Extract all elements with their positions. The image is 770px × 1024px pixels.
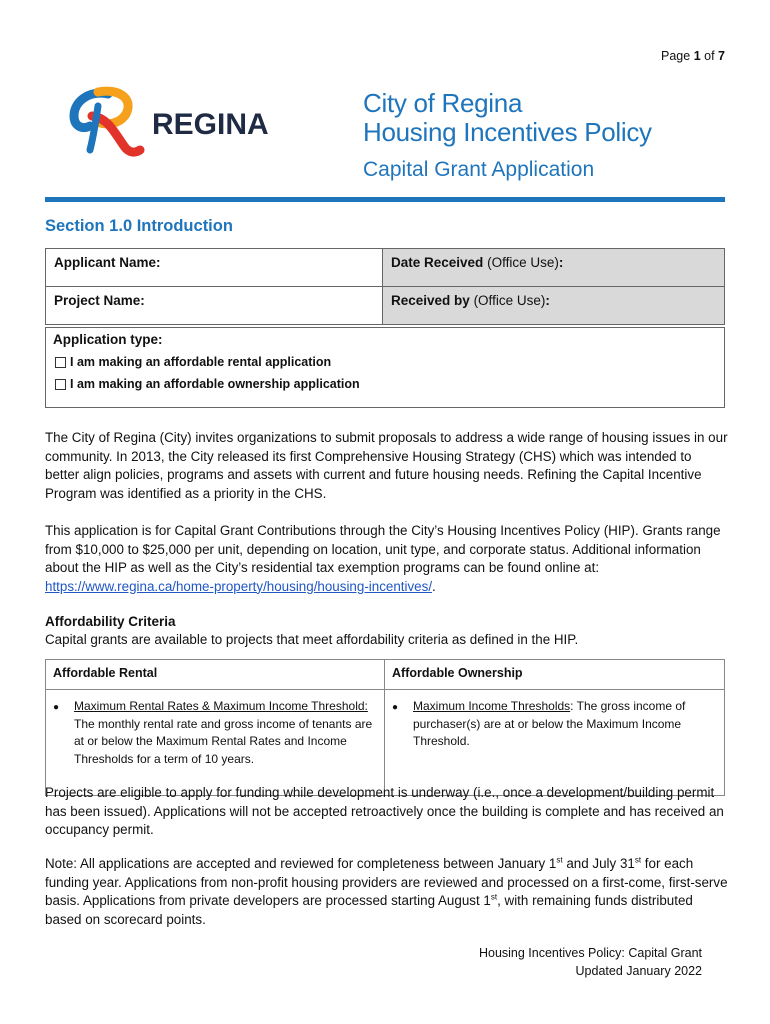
rental-term: Maximum Rental Rates & Maximum Income Threshold: <box>74 699 368 713</box>
footer-line2: Updated January 2022 <box>575 964 702 978</box>
title-line1: City of Regina <box>363 88 523 118</box>
checkbox-rental[interactable] <box>55 357 66 368</box>
option-rental-label: I am making an affordable rental application <box>70 355 332 369</box>
page-total: 7 <box>718 49 725 63</box>
sup-2: st <box>634 855 642 865</box>
footer-line1: Housing Incentives Policy: Capital Grant <box>478 946 702 960</box>
affordability-subheading: Capital grants are available to projects that meet affordability criteria as defined in the HIP. <box>45 632 579 647</box>
regina-logo-mark <box>68 86 304 158</box>
received-by-field[interactable] <box>383 287 725 325</box>
sup-1: st <box>556 855 563 865</box>
bullet-icon: ● <box>392 702 399 713</box>
option-ownership-label: I am making an affordable ownership application <box>70 377 360 391</box>
col-ownership: Affordable Ownership <box>385 660 725 690</box>
logo-text: REGINA <box>152 108 269 141</box>
footer <box>430 944 702 980</box>
note-part-b: and July 31 <box>562 856 635 871</box>
rental-cell <box>46 690 385 796</box>
link-period: . <box>432 578 436 594</box>
date-received-field[interactable] <box>383 249 725 287</box>
rental-desc: The monthly rental rate and gross income of tenants are at or below the Maximum Rental Rates and Income Thresholds for a term of 10 years. <box>74 716 373 766</box>
page-number <box>610 49 725 63</box>
received-by-note: (Office Use) <box>473 293 546 308</box>
received-by-label: Received by <box>391 293 470 308</box>
project-name-field[interactable] <box>46 287 383 325</box>
applicant-name-field[interactable] <box>46 249 383 287</box>
sup-3: st <box>490 892 498 902</box>
regina-logo <box>68 86 304 158</box>
application-type-box <box>45 327 725 408</box>
ownership-desc: : The gross income of purchaser(s) are at or below the Maximum Income Threshold. <box>413 699 686 748</box>
page-label: Page <box>661 49 691 63</box>
date-received-colon: : <box>558 255 564 270</box>
affordability-heading: Affordability Criteria <box>45 614 176 629</box>
applicant-table <box>45 248 725 325</box>
header-rule <box>45 197 725 202</box>
intro-paragraph-1: The City of Regina (City) invites organizations to submit proposals to address a wide range of housing issues in our community. In 2013, the City released its first Comprehensive Housing Strategy (CHS) which was intended to better align policies, programs and assets with current and future housing needs. Refining the Capital Incentive Program was identified as a priority in the CHS. <box>45 430 728 501</box>
page-of: of <box>704 49 715 63</box>
hip-link[interactable]: https://www.regina.ca/home-property/housing/housing-incentives/ <box>45 578 433 594</box>
checkbox-ownership[interactable] <box>55 379 66 390</box>
intro-paragraph-2 <box>45 522 729 596</box>
note-part-a: Note: All applications are accepted and reviewed for completeness between January 1 <box>45 856 557 871</box>
date-received-note: (Office Use) <box>487 255 559 270</box>
ownership-term: Maximum Income Thresholds <box>413 699 571 713</box>
rental-text <box>74 698 377 768</box>
eligibility-paragraph: Projects are eligible to apply for funding while development is underway (i.e., once a development/building permit has been issued). Applications will not be accepted retroactively once the building is complete and has received an occupancy permit. <box>45 785 724 837</box>
intro-paragraph-2-text: This application is for Capital Grant Contributions through the City’s Housing Incentives Policy (HIP). Grants range from $10,000 to $25,000 per unit, depending on location, unit type, and corporate status. Additional information about the HIP as well as the City’s residential tax exemption programs can be found online at: <box>45 523 721 575</box>
applicant-name-label: Applicant Name: <box>54 255 161 270</box>
note-part-c: for each funding year. Applications from non-profit housing providers are reviewed and processed on a first-come, first-serve basis. Applications from private developers are processed starting August 1 <box>45 856 728 908</box>
received-by-colon: : <box>545 293 550 308</box>
option-ownership[interactable] <box>55 377 360 391</box>
col-rental: Affordable Rental <box>46 660 385 690</box>
ownership-cell <box>385 690 725 796</box>
title-line2: Housing Incentives Policy <box>363 117 652 147</box>
section-title: Section 1.0 Introduction <box>45 217 233 235</box>
date-received-label: Date Received <box>391 255 484 270</box>
application-type-label: Application type: <box>53 332 163 347</box>
affordability-table <box>45 659 725 796</box>
option-rental[interactable] <box>55 355 331 369</box>
note-part-d: , with remaining funds distributed based on scorecard points. <box>45 893 693 927</box>
bullet-icon: ● <box>53 702 60 713</box>
project-name-label: Project Name: <box>54 293 145 308</box>
ownership-text <box>413 698 717 751</box>
page-current: 1 <box>693 49 701 63</box>
subtitle: Capital Grant Application <box>363 158 595 181</box>
note-paragraph <box>45 855 729 929</box>
